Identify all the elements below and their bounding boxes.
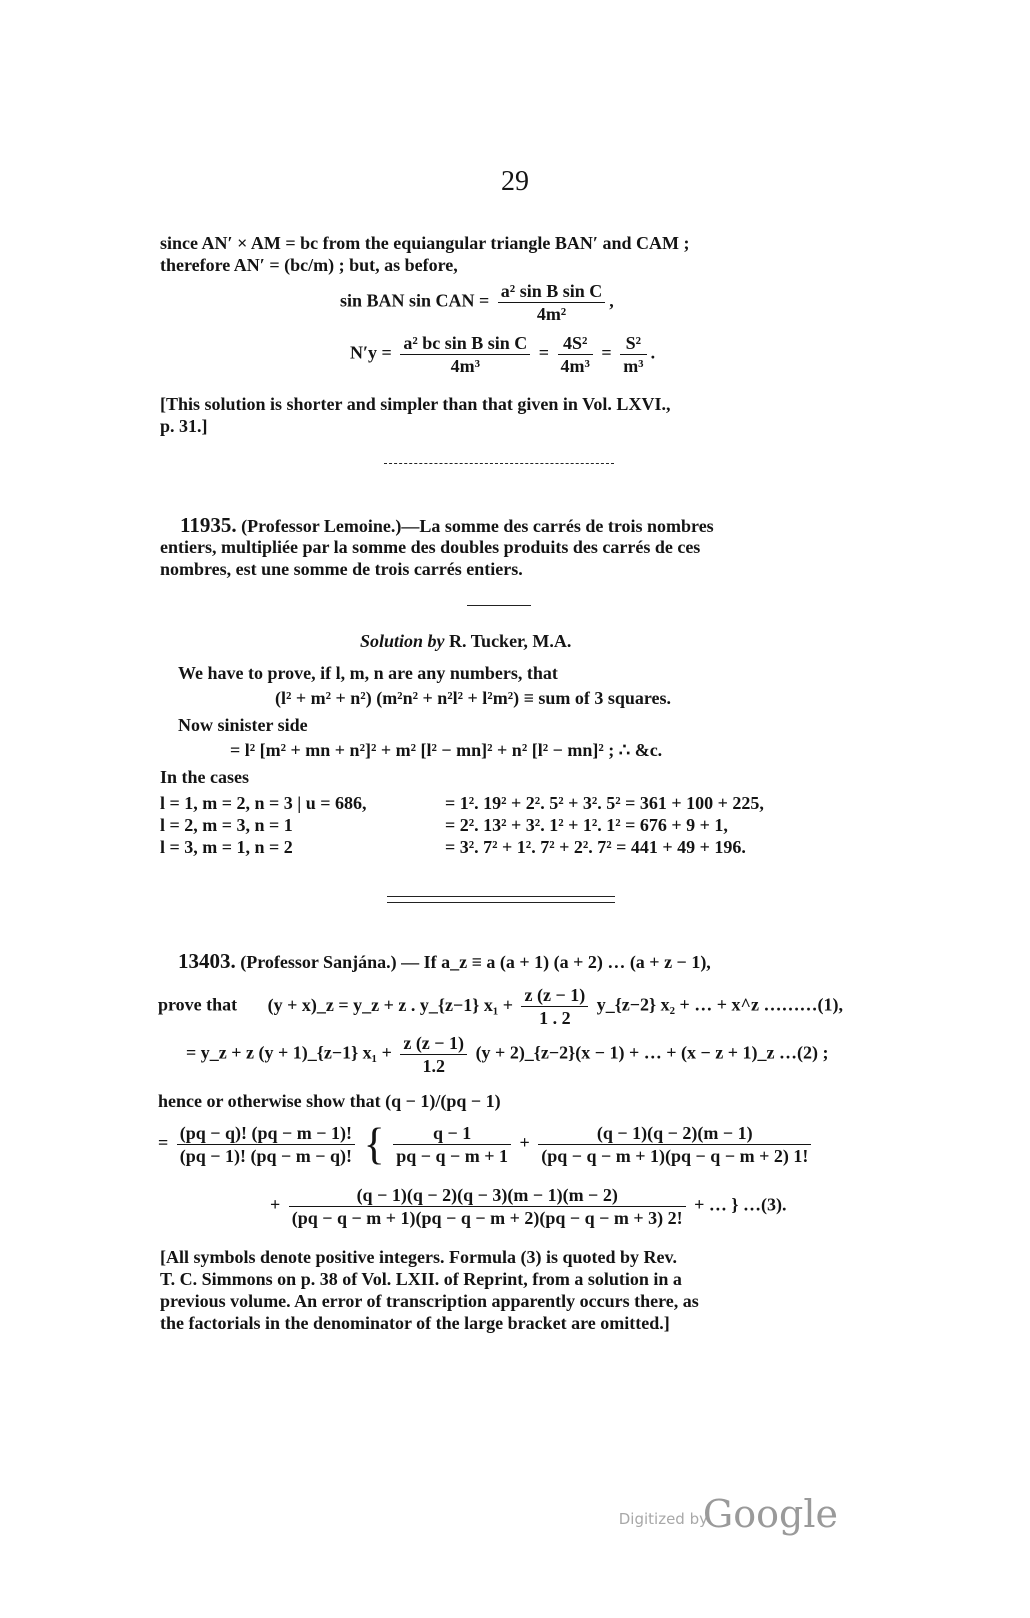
case-condition: l = 3, m = 1, n = 2 (160, 837, 293, 857)
equation-1 (158, 984, 843, 1029)
problem-head-text: (Professor Lemoine.)—La somme des carrés de trois nombres (241, 516, 714, 536)
denominator: (pq − 1)! (pq − m − q)! (179, 1146, 353, 1166)
equation-3-line-2 (270, 1184, 786, 1229)
section-divider (384, 463, 614, 464)
equation-ny (350, 332, 655, 377)
denominator: (pq − q − m + 1)(pq − q − m + 2)(pq − q − m + 3) 2! (291, 1208, 683, 1228)
case-result: = 2². 13² + 3². 1² + 1². 1² = 676 + 9 + 1, (445, 815, 728, 835)
fraction (177, 1122, 355, 1167)
numerator: z (z − 1) (400, 1032, 467, 1055)
case-condition: l = 2, m = 3, n = 1 (160, 815, 293, 835)
denominator: 1 . 2 (539, 1008, 571, 1028)
solution-author: R. Tucker, M.A. (449, 631, 572, 651)
case-result: = 3². 7² + 1². 7² + 2². 7² = 441 + 49 + 196. (445, 837, 746, 857)
fraction (538, 1122, 811, 1167)
numerator: 4S² (558, 332, 593, 355)
eq-lhs: N′y = (350, 342, 392, 363)
fraction (620, 332, 646, 377)
numerator: (q − 1)(q − 2)(q − 3)(m − 1)(m − 2) (289, 1184, 686, 1207)
solution-line-1: We have to prove, if l, m, n are any numbers, that (178, 663, 558, 683)
note-1-line-2: p. 31.] (160, 416, 208, 436)
equals-sign: = (601, 342, 612, 363)
solution-line-3: In the cases (160, 767, 249, 787)
watermark-prefix: Digitized by (618, 1510, 708, 1528)
denominator: pq − q − m + 1 (396, 1146, 508, 1166)
numerator: (pq − q)! (pq − m − 1)! (177, 1122, 355, 1145)
note-13403-line-1: [All symbols denote positive integers. Formula (3) is quoted by Rev. (160, 1247, 677, 1267)
numerator: z (z − 1) (521, 984, 588, 1007)
case-result: = 1². 19² + 2². 5² + 3². 5² = 361 + 100 + 225, (445, 793, 764, 813)
solution-eq-2: = l² [m² + mn + n²]² + m² [l² − mn]² + n² [l² − mn]² ; ∴ &c. (230, 740, 663, 760)
eq-part: y_{z−2} x₂ + … + x^z ………(1), (596, 994, 843, 1015)
problem-13403-head (178, 950, 858, 973)
equals-sign: = (158, 1132, 169, 1153)
denominator: 4m³ (560, 356, 590, 376)
problem-head-text: (Professor Sanjána.) — If a_z ≡ a (a + 1) (a + 2) … (a + z − 1), (240, 952, 711, 972)
problem-11935-line-2: entiers, multipliée par la somme des doubles produits des carrés de ces (160, 537, 701, 557)
page-number: 29 (501, 166, 529, 197)
plus-sign: + (519, 1132, 530, 1153)
numerator: q − 1 (393, 1122, 511, 1145)
note-13403-line-4: the factorials in the denominator of the large bracket are omitted.] (160, 1313, 670, 1333)
problem-number: 11935. (180, 513, 237, 537)
eq-part: = y_z + z (y + 1)_{z−1} x₁ + (186, 1042, 392, 1063)
equation-sinban (340, 280, 614, 325)
note-1-line-1: [This solution is shorter and simpler than that given in Vol. LXVI., (160, 394, 671, 414)
solution-label: Solution by (360, 631, 445, 651)
solution-line-2: Now sinister side (178, 715, 308, 735)
eq-part: (y + 2)_{z−2}(x − 1) + … + (x − z + 1)_z …(2) ; (475, 1042, 829, 1063)
equation-3-line-1 (158, 1119, 815, 1169)
top-text-line-2: therefore AN′ = (bc/m) ; but, as before, (160, 255, 458, 275)
fraction (393, 1122, 511, 1167)
short-divider (467, 605, 531, 606)
solution-heading (360, 630, 571, 652)
note-13403-line-3: previous volume. An error of transcription apparently occurs there, as (160, 1291, 699, 1311)
case-condition: l = 1, m = 2, n = 3 | u = 686, (160, 793, 367, 813)
denominator: m³ (623, 356, 644, 376)
denominator: 1.2 (422, 1056, 445, 1076)
numerator: a² sin B sin C (498, 280, 605, 303)
plus-sign: + (270, 1194, 281, 1215)
fraction (400, 1032, 467, 1077)
equals-sign: = (538, 342, 550, 363)
denominator: 4m² (536, 304, 567, 324)
fraction (400, 332, 530, 377)
double-divider-bottom (387, 902, 615, 903)
solution-eq-1: (l² + m² + n²) (m²n² + n²l² + l²m²) ≡ sum of 3 squares. (275, 688, 672, 708)
numerator: a² bc sin B sin C (400, 332, 530, 355)
eq-tail: . (650, 342, 656, 363)
note-13403-line-2: T. C. Simmons on p. 38 of Vol. LXII. of Reprint, from a solution in a (160, 1269, 682, 1289)
fraction (558, 332, 593, 377)
fraction (521, 984, 588, 1029)
equation-2 (186, 1032, 828, 1077)
eq-lhs: sin BAN sin CAN = (340, 290, 490, 311)
double-divider-top (387, 896, 615, 897)
denominator: (pq − q − m + 1)(pq − q − m + 2) 1! (541, 1146, 809, 1166)
prove-label: prove that (158, 994, 238, 1015)
problem-11935-line-3: nombres, est une somme de trois carrés entiers. (160, 559, 523, 579)
eq-part: (y + x)_z = y_z + z . y_{z−1} x₁ + (267, 994, 513, 1015)
top-text-line-1: since AN′ × AM = bc from the equiangular triangle BAN′ and CAM ; (160, 233, 690, 253)
hence-line: hence or otherwise show that (q − 1)/(pq − 1) (158, 1091, 501, 1111)
numerator: S² (620, 332, 646, 355)
problem-11935-head (180, 514, 860, 537)
google-logo: Google (702, 1492, 838, 1536)
fraction (289, 1184, 686, 1229)
left-brace: { (363, 1119, 385, 1169)
eq-tail: , (609, 290, 614, 311)
denominator: 4m³ (450, 356, 480, 376)
numerator: (q − 1)(q − 2)(m − 1) (538, 1122, 811, 1145)
problem-number: 13403. (178, 949, 236, 973)
fraction (498, 280, 605, 325)
eq-tail: + … } …(3). (694, 1194, 787, 1215)
